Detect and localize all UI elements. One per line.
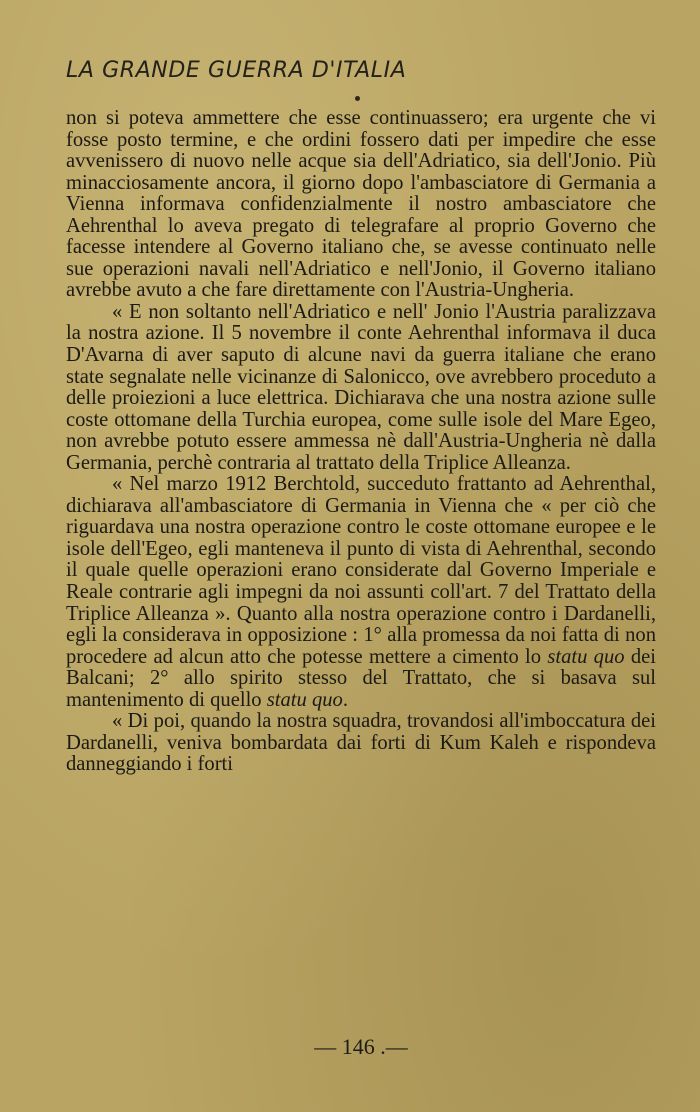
running-title: LA GRANDE GUERRA D'ITALIA (66, 58, 407, 83)
body-text (66, 108, 656, 776)
paragraph-2: « E non soltanto nell'Adriatico e nell' Jonio l'Austria paralizzava la nostra azione. Il 5 novembre il conte Aehrenthal informava il duca D'Avarna di aver saputo di alcune navi da guerra italiane che erano state segnalate nelle vicinanze di Salonicco, ove avrebbero proceduto a delle proiezioni a luce elettrica. Dichiarava che una nostra azione sulle coste ottomane della Turchia europea, come sulle isole del Mare Egeo, non avrebbe potuto essere ammessa nè dall'Austria-Ungheria nè dalla Germania, perchè contraria al trattato della Triplice Alleanza. (66, 300, 656, 474)
paragraph-3-text-a: « Nel marzo 1912 Berchtold, succeduto frattanto ad Aehrenthal, dichiarava all'ambasciatore di Germania in Vienna che « per ciò che riguardava una nostra operazione contro le coste ottomane europee e le isole dell'Egeo, egli manteneva il punto di vista di Aehrenthal, secondo il quale quelle operazioni erano considerate dal Governo Imperiale e Reale contrarie agli impegni da noi assunti coll'art. 7 del Trattato della Triplice Alleanza ». Quanto alla nostra operazione contro i Dardanelli, egli la considerava in opposizione : 1° alla promessa da noi fatta di non procedere ad alcun atto che potesse mettere a cimento lo (66, 473, 656, 668)
paragraph-1: non si poteva ammettere che esse continuassero; era urgente che vi fosse posto termine, e che ordini fossero dati per impedire che esse avvenissero di nuovo nelle acque sia dell'Adriatico, sia dell'Jonio. Più minacciosamente ancora, il giorno dopo l'ambasciatore di Germania a Vienna informava confidenzialmente il nostro ambasciatore che Aehrenthal lo aveva pregato di telegrafare al proprio Governo che facesse intendere al Governo italiano che, se avesse continuato nelle sue operazioni navali nell'Adriatico e nell'Jonio, il Governo italiano avrebbe avuto a che fare direttamente con l'Austria-Ungheria. (66, 107, 656, 302)
paragraph-3-text-b: dei Balcani; 2° allo spirito stesso del Trattato, che si basava sul mantenimento di quello (66, 645, 657, 711)
book-page (66, 58, 656, 1098)
page-number: — 146 .— (314, 1034, 408, 1059)
italic-statu-quo-1: statu quo (547, 645, 625, 668)
paragraph-4: « Di poi, quando la nostra squadra, trovandosi all'imboccatura dei Dardanelli, veniva bombardata dai forti di Kum Kaleh e rispondeva danneggiando i forti (66, 710, 656, 776)
paragraph-3 (66, 474, 656, 711)
ornament-dot (355, 96, 360, 101)
italic-statu-quo-2: statu quo (266, 688, 343, 711)
paragraph-3-text-c: . (342, 688, 348, 711)
